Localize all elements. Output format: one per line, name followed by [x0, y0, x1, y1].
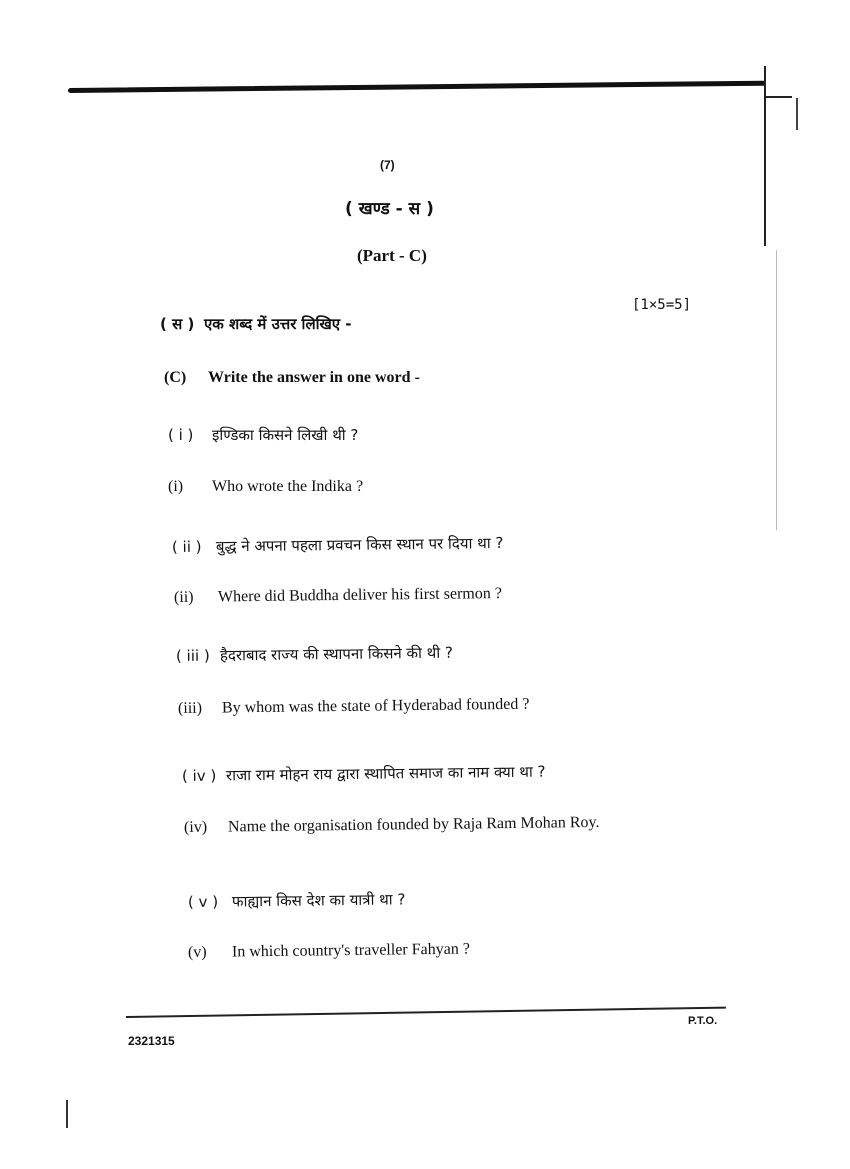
question-1-english — [168, 478, 363, 496]
instruction-hindi-text: एक शब्द में उत्तर लिखिए - — [204, 315, 352, 333]
section-title-english: (Part - C) — [357, 246, 427, 265]
question-text: By whom was the state of Hyderabad founded ? — [221, 695, 530, 717]
question-text: बुद्ध ने अपना पहला प्रवचन किस स्थान पर दिया था ? — [215, 533, 504, 556]
page-edge-shadow — [776, 250, 777, 530]
question-5-hindi — [188, 889, 406, 912]
question-1-hindi — [168, 425, 358, 445]
question-number: ( ii ) — [171, 537, 202, 556]
page-number: (7) — [380, 158, 395, 172]
question-number: (ii) — [173, 588, 194, 606]
question-text: राजा राम मोहन राय द्वारा स्थापित समाज का नाम क्या था ? — [225, 762, 546, 785]
question-text: हैदराबाद राज्य की स्थापना किसने की थी ? — [219, 643, 453, 665]
section-title-hindi: ( खण्ड - स ) — [345, 199, 434, 219]
question-number: (iv) — [183, 818, 208, 836]
instruction-english-label: (C) — [164, 369, 187, 386]
question-number: (iii) — [177, 699, 203, 717]
pto-label: P.T.O. — [688, 1015, 718, 1027]
question-number: ( i ) — [168, 426, 194, 444]
instruction-english-text: Write the answer in one word - — [208, 369, 420, 386]
page-edge-tab — [766, 96, 792, 98]
bottom-border-line — [126, 1007, 726, 1018]
question-number: ( iii ) — [175, 646, 210, 665]
question-text: Who wrote the Indika ? — [212, 478, 364, 495]
marks-allocation: [1×5=5] — [632, 297, 692, 313]
question-2-hindi — [172, 533, 504, 557]
instruction-hindi — [160, 314, 352, 334]
page-edge-tab-vertical — [796, 98, 798, 130]
question-number: ( iv ) — [181, 766, 217, 785]
scan-edge-mark — [66, 1100, 68, 1128]
question-number: ( v ) — [187, 892, 219, 911]
paper-code: 2321315 — [128, 1034, 175, 1048]
question-text: इण्डिका किसने लिखी थी ? — [212, 426, 359, 444]
question-number: (i) — [168, 478, 184, 495]
instruction-hindi-label: ( स ) — [160, 315, 195, 333]
question-3-hindi — [176, 643, 453, 666]
question-number: (v) — [187, 943, 207, 961]
question-text: In which country's traveller Fahyan ? — [231, 940, 470, 961]
question-text: Name the organisation founded by Raja Ram Mohan Roy. — [227, 813, 600, 836]
page-edge-line — [764, 66, 766, 246]
question-3-english — [178, 696, 530, 718]
question-5-english — [188, 941, 470, 962]
question-4-english — [184, 814, 600, 837]
question-text: फाह्यान किस देश का यात्री था ? — [231, 890, 406, 911]
question-2-english — [174, 585, 502, 607]
instruction-english — [164, 369, 420, 387]
question-text: Where did Buddha deliver his first sermon ? — [217, 584, 502, 606]
question-4-hindi — [182, 762, 546, 786]
top-border-line — [68, 81, 766, 93]
